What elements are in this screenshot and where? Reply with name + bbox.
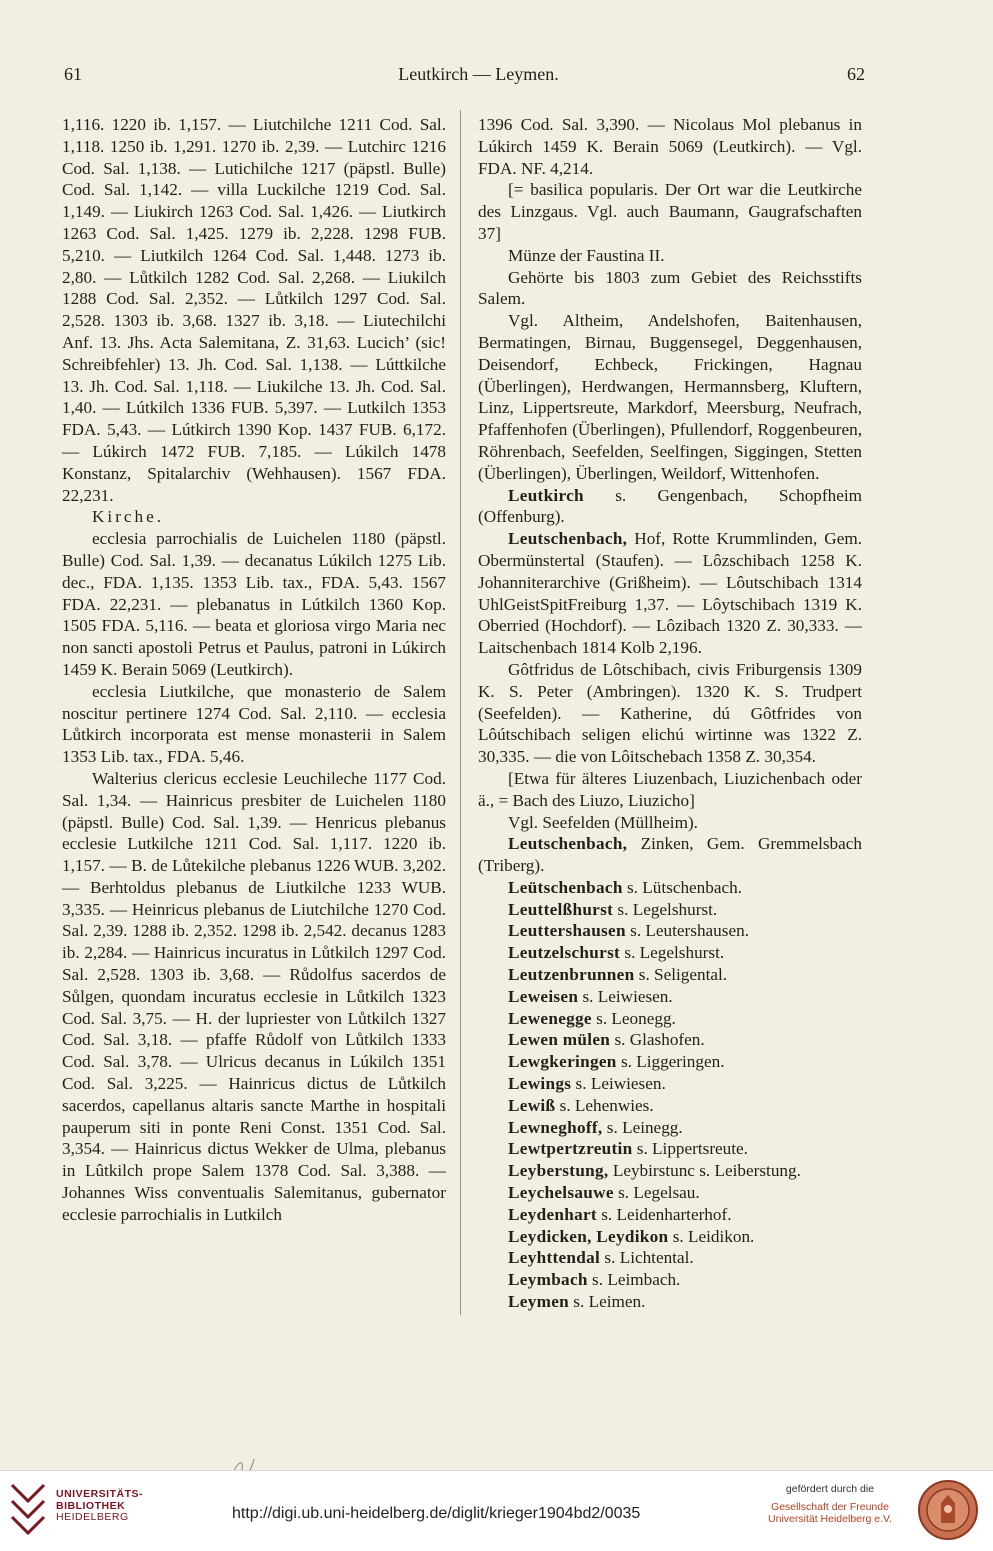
paragraph: ecclesia Liutkilche, que monasterio de Salem noscitur pertinere 1274 Cod. Sal. 2,110. — ecclesia Lůtkirch incorporata est mense monasterii in Salem 1353 Lib. tax., FDA. 5,46. — [62, 681, 446, 767]
entry — [478, 1117, 862, 1139]
entry — [478, 1160, 862, 1182]
entry — [478, 1138, 862, 1160]
entry-text: Münze der Faustina II. — [508, 245, 665, 265]
entry-headword: Leyhttendal — [508, 1248, 601, 1268]
sponsor-org-line2: Universität Heidelberg e.V. — [768, 1513, 892, 1525]
page-number-left: 61 — [64, 64, 82, 84]
entry-headword: Leyberstung, — [508, 1161, 609, 1181]
entry — [478, 833, 862, 877]
library-name-line2: BIBLIOTHEK — [56, 1499, 126, 1512]
university-library-logo-icon — [8, 1481, 48, 1539]
entry-headword: Leymen — [508, 1292, 569, 1312]
entry-text: s. Leutershausen. — [625, 921, 749, 941]
column-divider — [460, 110, 461, 1315]
entry-text: s. Leinegg. — [602, 1117, 683, 1137]
entry-headword: Lewneghoff, — [508, 1117, 603, 1137]
sponsor-org-line1: Gesellschaft der Freunde — [771, 1501, 889, 1513]
entry-headword: Leychelsauwe — [508, 1183, 614, 1203]
entry — [478, 1182, 862, 1204]
entry-headword: Leymbach — [508, 1270, 588, 1290]
entry-text: Vgl. Seefelden (Müllheim). — [508, 812, 698, 832]
entry-text: s. Legelsau. — [613, 1183, 700, 1203]
entry-text: [Etwa für älteres Liuzenbach, Liuzichenbach oder ä., = Bach des Liuzo, Liuzicho] — [478, 768, 862, 810]
entry — [478, 877, 862, 899]
paragraph — [478, 812, 862, 834]
entry-headword: Leutschenbach, — [508, 834, 628, 854]
entry — [478, 1204, 862, 1226]
entry — [478, 899, 862, 921]
right-column — [478, 114, 862, 1313]
entry-headword: Lewiß — [508, 1095, 556, 1115]
entry-text: s. Liggeringen. — [616, 1052, 725, 1072]
entry — [478, 986, 862, 1008]
entry-headword: Leutschenbach, — [508, 529, 628, 549]
entry-headword: Leuttelßhurst — [508, 899, 614, 919]
entry-text: [= basilica popularis. Der Ort war die Leutkirche des Linzgaus. Vgl. auch Baumann, Gaugrafschaften 37] — [478, 180, 862, 243]
entry-text: Zinken, Gem. Gremmelsbach (Triberg). — [478, 834, 862, 876]
entry-text: s. Leimen. — [569, 1292, 646, 1312]
left-column — [62, 114, 446, 1226]
paragraph — [478, 659, 862, 768]
entry-headword: Lewings — [508, 1074, 572, 1094]
entry — [478, 1095, 862, 1117]
entry-text: Gehörte bis 1803 zum Gebiet des Reichsstifts Salem. — [478, 267, 862, 309]
entry-text: Leybirstunc s. Leiberstung. — [608, 1161, 801, 1181]
entry-text: s. Legelshurst. — [620, 943, 725, 963]
sponsor-org — [760, 1501, 900, 1525]
entry-text: s. Leonegg. — [591, 1008, 676, 1028]
entry-headword: Leuttershausen — [508, 921, 626, 941]
entry — [478, 942, 862, 964]
entry — [478, 1291, 862, 1313]
entry — [478, 1226, 862, 1248]
entry-text: s. Lippertsreute. — [632, 1139, 748, 1159]
entry-text: 1396 Cod. Sal. 3,390. — Nicolaus Mol plebanus in Lúkirch 1459 K. Berain 5069 (Leutkirch). — Vgl. FDA. NF. 4,214. — [478, 115, 862, 178]
paragraph: 1,116. 1220 ib. 1,157. — Liutchilche 1211 Cod. Sal. 1,118. 1250 ib. 1,291. 1270 ib. 2,39. — Lutchirc 1216 Cod. Sal. 1,138. — Lutichilche 1217 (päpstl. Bulle) Cod. Sal. 1,142. — villa Luckilche 1219 Cod. Sal. 1,149. — Liukirch 1263 Cod. Sal. 1,426. — Liutkirch 1263 Cod. Sal. 1,425. 1279 ib. 2,228. 1298 FUB. 5,210. — Liutkilch 1264 Cod. Sal. 1,448. 1273 ib. 2,80. — Lůtkilch 1282 Cod. Sal. 2,268. — Liukilch 1288 Cod. Sal. 2,352. — Lůtkilch 1297 Cod. Sal. 2,528. 1303 ib. 3,68. 1327 ib. 3,18. — Liutechilchi Anf. 13. Jhs. Acta Salemitana, Z. 31,63. Lucich’ (sic! Schreibfehler) 13. Jh. Cod. Sal. 1,138. — Lúttkilche 13. Jh. Cod. Sal. 1,118. — Liukilche 13. Jh. Cod. Sal. 1,40. — Lútkilch 1336 FUB. 5,397. — Lutkilch 1353 FDA. 5,43. — Lútkirch 1390 Kop. 1437 FUB. 6,172. — Lúkirch 1472 FUB. 7,185. — Lúkilch 1478 Konstanz, Spitalarchiv (Wehhausen). 1567 FDA. 22,231. — [62, 115, 446, 505]
page-number-right: 62 — [847, 64, 865, 84]
entry — [478, 1073, 862, 1095]
entry-text: Vgl. Altheim, Andelshofen, Baitenhausen, Bermatingen, Birnau, Buggensegel, Deggenhausen, Deisendorf, Echbeck, Frickingen, Hagnau (Überlingen), Herdwangen, Hermannsberg, Kluftern, Linz, Lippertsreute, Markdorf, Meersburg, Neufrach, Pfaffenhofen (Überlingen), Pfullendorf, Roggenbeuren, Röhrenbach, Seefelden, Seelfingen, Siggingen, Stetten (Überlingen), Überlingen, Weildorf, Wittenhofen. — [478, 311, 862, 483]
entry — [478, 1008, 862, 1030]
paragraph: Walterius clericus ecclesie Leuchileche 1177 Cod. Sal. 1,34. — Hainricus presbiter de Luichelen 1180 (päpstl. Bulle) Cod. Sal. 1,39. — Henricus plebanus ecclesie Lutkilche 1211 Cod. Sal. 1,117. 1220 ib. 1,157. — B. de Lůtekilche plebanus 1226 WUB. 3,202. — Berhtoldus plebanus de Liutkilche 1233 WUB. 3,335. — Heinricus plebanus de Liutchilche 1270 Cod. Sal. 2,39. 1288 ib. 2,352. 1298 ib. 2,542. decanus 1283 ib. 2,284. — Hainricus incuratus in Lůtkilch 1297 Cod. Sal. 2,528. 1303 ib. 3,68. — Růdolfus sacerdos de Sůlgen, quondam incuratus ecclesie in Lůtkilch 1323 Cod. Sal. 3,75. — H. der lupriester von Lůtkilch 1327 Cod. Sal. 3,18. — pfaffe Růdolf von Lůtkilch 1333 Cod. Sal. 3,78. — Ulricus decanus in Lúkilch 1351 Cod. Sal. 3,225. — Hainricus dictus de Lůtkilch sacerdos, capellanus altaris sancte Marthe in hospitali pauperum siti in ponte Reni Const. 1351 Cod. Sal. 3,354. — Hainricus dictus Wekker de Ulma, plebanus in Lûtkilch prope Salem 1378 Cod. Sal. 3,388. — Johannes Wiss conventualis Salemitanus, gubernator ecclesie parrochialis in Lutkilch — [62, 768, 446, 1224]
paragraph — [478, 310, 862, 484]
paragraph — [478, 267, 862, 311]
running-title: Leutkirch — Leymen. — [398, 64, 559, 84]
paragraph — [478, 179, 862, 244]
paragraph — [478, 768, 862, 812]
sponsor-by-label: gefördert durch die — [785, 1483, 875, 1495]
entry-text: s. Legelshurst. — [613, 899, 718, 919]
entry-text: s. Leidenharterhof. — [596, 1204, 732, 1224]
entry-headword: Lewen mülen — [508, 1030, 611, 1050]
permalink-url[interactable]: http://digi.ub.uni-heidelberg.de/diglit/krieger1904bd2/0035 — [232, 1505, 641, 1522]
entry-text: Hof, Rotte Krummlinden, Gem. Obermünstertal (Staufen). — Lôzschibach 1258 K. Johanniterarchive (Grißheim). — Lôutschibach 1314 UhlGeistSpitFreiburg 1,37. — Lôytschibach 1319 K. Oberried (Hochdorf). — Lôzibach 1320 Z. 30,333. — Laitschenbach 1814 Kolb 2,196. — [478, 529, 862, 658]
footer-bar — [0, 1470, 993, 1551]
entry-headword: Leutzenbrunnen — [508, 965, 635, 985]
paragraph — [478, 245, 862, 267]
entry-text: s. Leimbach. — [587, 1270, 681, 1290]
entry-headword: Lewenegge — [508, 1008, 592, 1028]
entry-text: s. Lehenwies. — [555, 1095, 654, 1115]
entry-text: s. Leiwiesen. — [571, 1074, 666, 1094]
entry-text: s. Seligental. — [634, 965, 728, 985]
entry-headword: Leutkirch — [508, 485, 584, 505]
entry-text: s. Leiwiesen. — [578, 986, 673, 1006]
paragraph: Kirche. — [92, 507, 165, 527]
running-header — [0, 60, 993, 94]
entry — [478, 528, 862, 659]
entry-text: s. Glashofen. — [610, 1030, 705, 1050]
entry-headword: Leutzelschurst — [508, 943, 621, 963]
entry-headword: Lewgkeringen — [508, 1052, 617, 1072]
entry — [478, 964, 862, 986]
entry-headword: Leydenhart — [508, 1204, 597, 1224]
sponsor-block — [760, 1483, 900, 1525]
entry-text: s. Leidikon. — [668, 1226, 755, 1246]
entry — [478, 920, 862, 942]
paragraph: ecclesia parrochialis de Luichelen 1180 (päpstl. Bulle) Cod. Sal. 1,39. — decanatus Lúkilch 1275 Lib. dec., FDA. 1,135. 1353 Lib. tax., FDA. 5,43. 1567 FDA. 22,231. — plebanatus in Lútkilch 1360 Kop. 1505 FDA. 5,116. — beata et gloriosa virgo Maria nec non sancti apostoli Petrus et Paulus, patroni in Lúkirch 1459 K. Berain 5069 (Leutkirch). — [62, 529, 446, 679]
entry — [478, 485, 862, 529]
library-name — [56, 1489, 143, 1524]
entry — [478, 1269, 862, 1291]
entry-text: s. Lütschenbach. — [622, 877, 743, 897]
entry-text: s. Lichtental. — [600, 1248, 694, 1268]
university-seal-icon — [917, 1479, 979, 1541]
entry — [478, 1051, 862, 1073]
library-name-line3: HEIDELBERG — [56, 1511, 129, 1523]
entry-text: s. Gengenbach, Schopfheim (Offenburg). — [478, 485, 862, 527]
library-name-line1: UNIVERSITÄTS- — [56, 1488, 144, 1500]
entry-headword: Leweisen — [508, 986, 579, 1006]
entry-headword: Leydicken, Leydikon — [508, 1226, 669, 1246]
entry-headword: Leütschenbach — [508, 877, 623, 897]
entry-text: Gôtfridus de Lôtschibach, civis Friburgensis 1309 K. S. Peter (Ambringen). 1320 K. S. Trudpert (Seefelden). — Katherine, dú Gôtfrides von Lôútschibach seligen elichú wirtinne was 1322 Z. 30,335. — die von Lôitschebach 1358 Z. 30,354. — [478, 659, 862, 767]
entry — [478, 1029, 862, 1051]
entry-headword: Lewtpertzreutin — [508, 1139, 633, 1159]
paragraph — [478, 114, 862, 179]
entry — [478, 1247, 862, 1269]
